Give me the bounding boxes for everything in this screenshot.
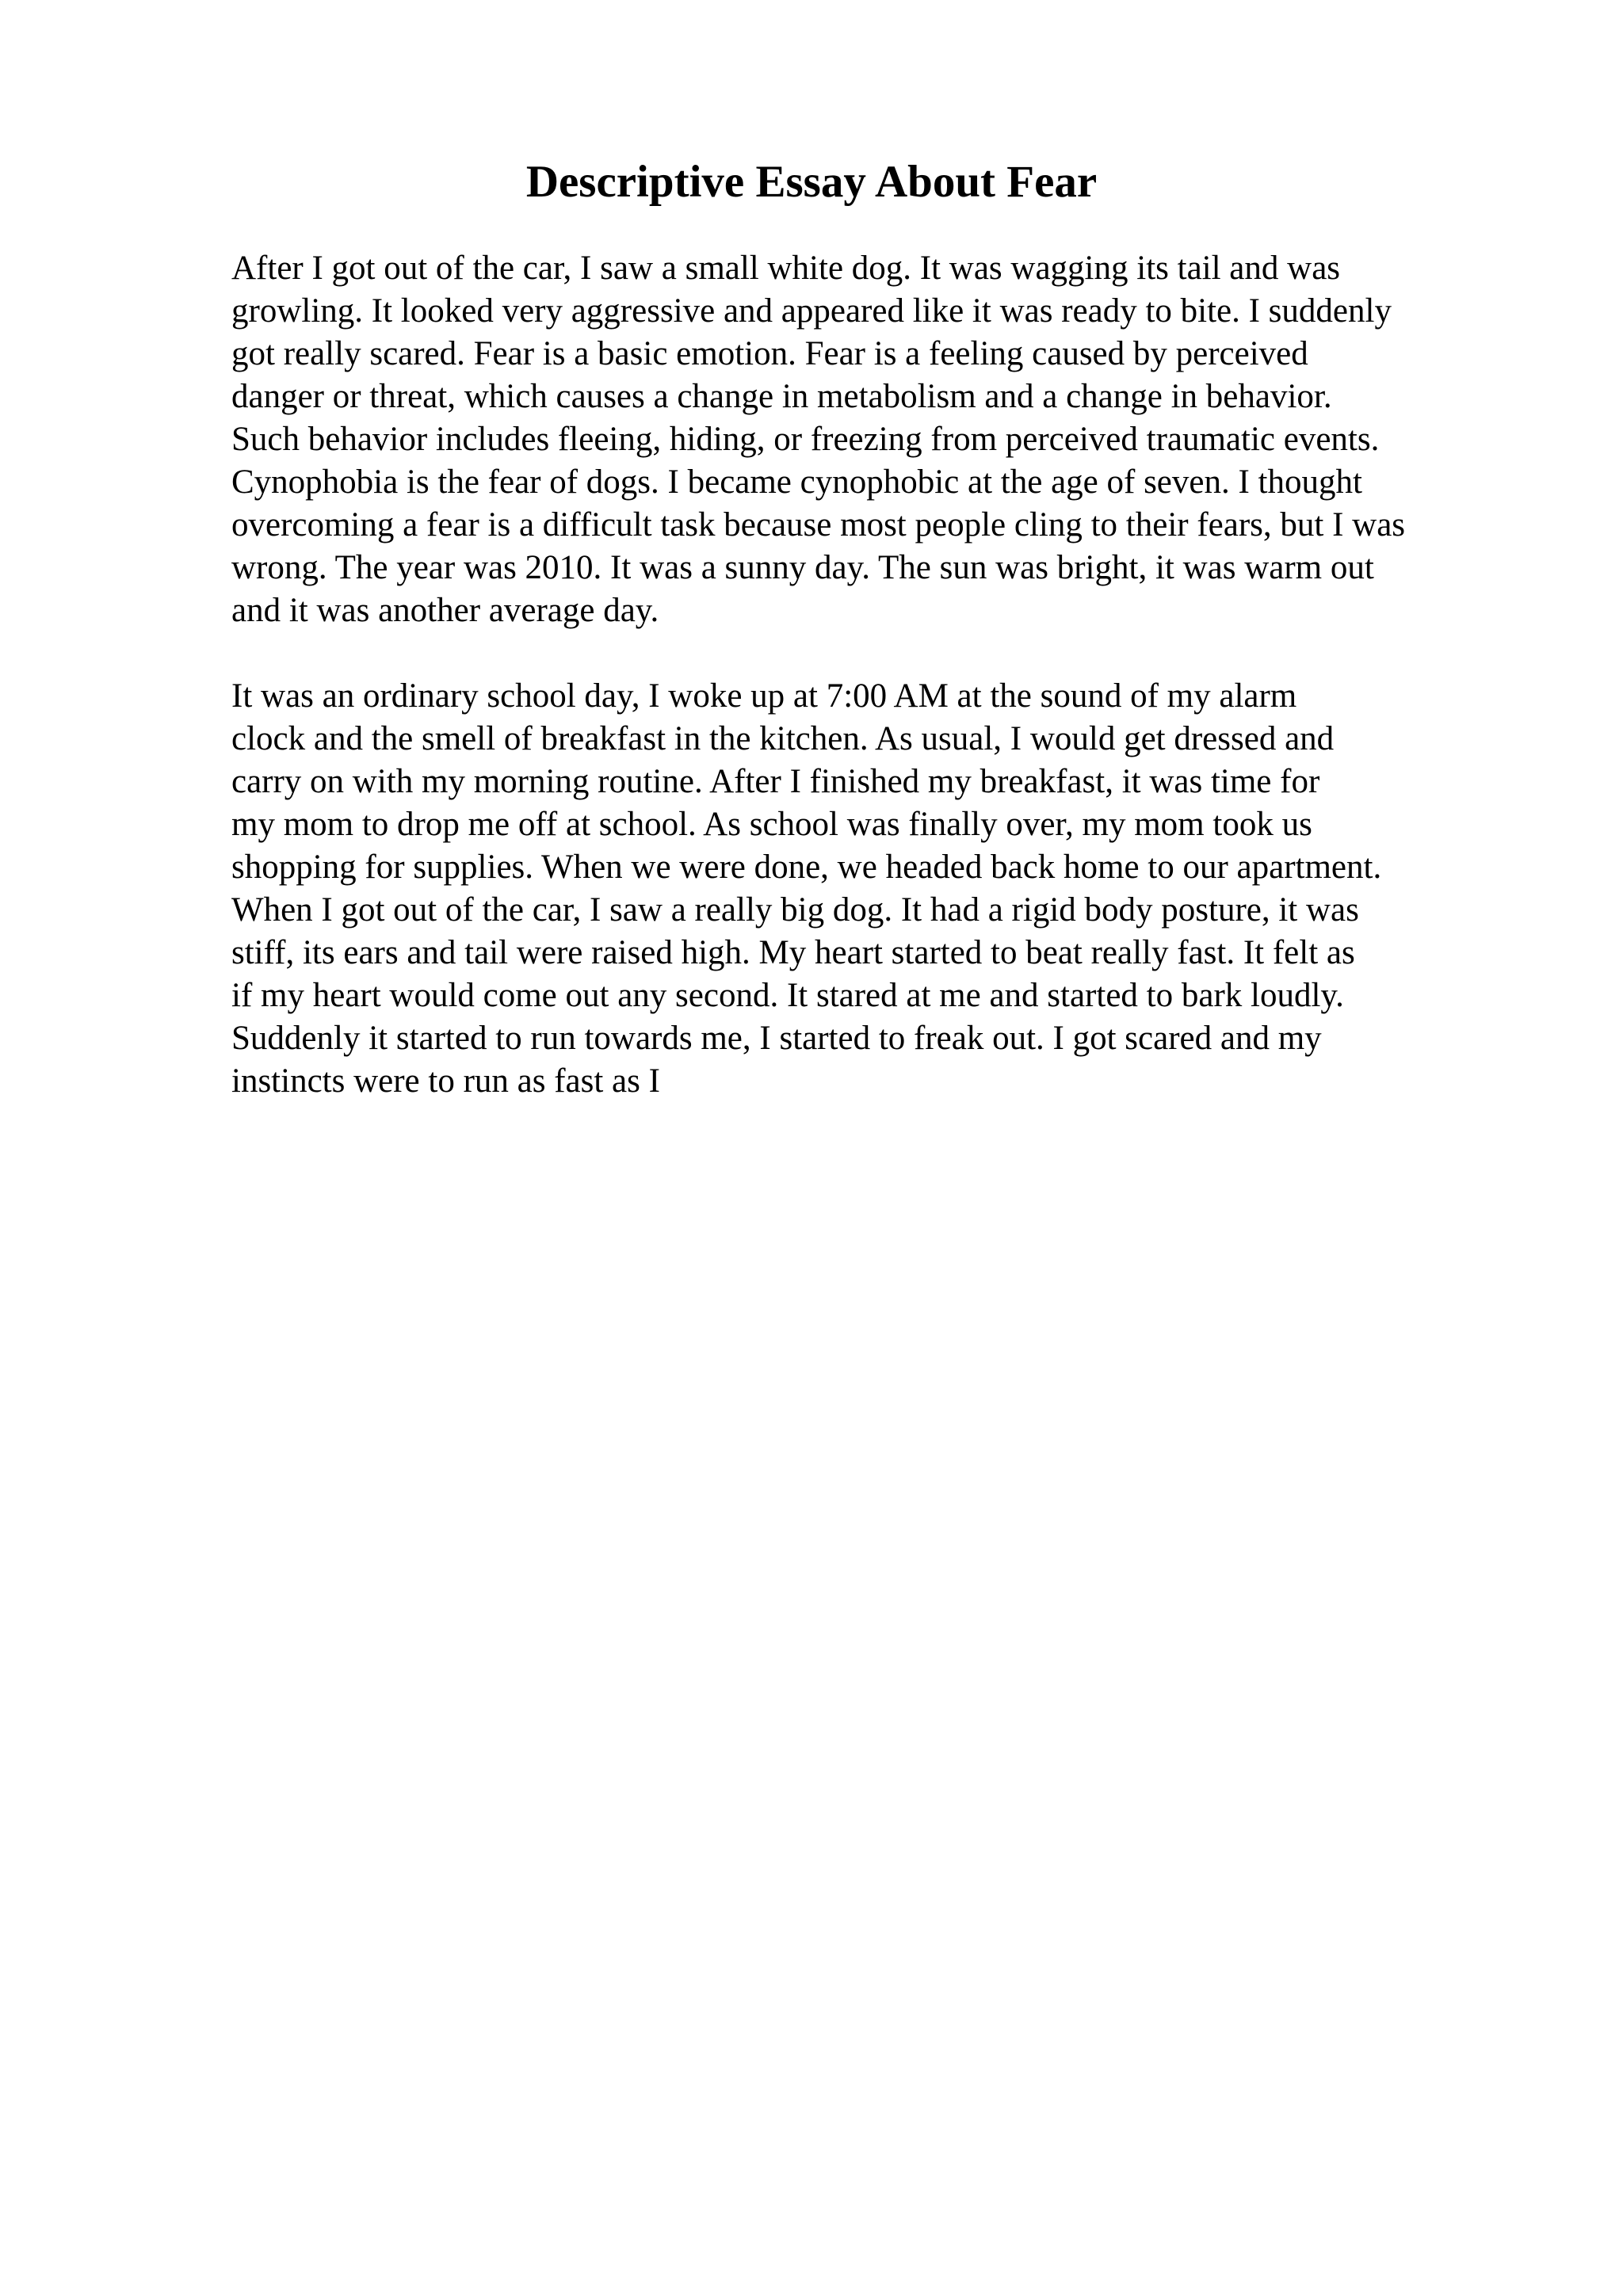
paragraph-line: shopping for supplies. When we were done, we headed back home to our apartment. (231, 849, 1382, 886)
paragraph-line: carry on with my morning routine. After I finished my breakfast, it was time for (231, 763, 1320, 800)
paragraph-line: wrong. The year was 2010. It was a sunny day. The sun was bright, it was warm out (231, 549, 1374, 586)
paragraph-line: stiff, its ears and tail were raised high. My heart started to beat really fast. It felt as (231, 934, 1355, 971)
paragraph-line: Cynophobia is the fear of dogs. I became cynophobic at the age of seven. I thought (231, 463, 1362, 501)
paragraph-line: growling. It looked very aggressive and appeared like it was ready to bite. I suddenly (231, 292, 1392, 330)
paragraph-line: It was an ordinary school day, I woke up at 7:00 AM at the sound of my alarm (231, 677, 1297, 715)
paragraph-line: When I got out of the car, I saw a really big dog. It had a rigid body posture, it was (231, 891, 1359, 929)
paragraph-line: my mom to drop me off at school. As school was finally over, my mom took us (231, 806, 1312, 843)
paragraph-line: clock and the smell of breakfast in the kitchen. As usual, I would get dressed and (231, 720, 1335, 757)
paragraph-line: Suddenly it started to run towards me, I started to freak out. I got scared and my (231, 1020, 1322, 1057)
paragraph-line: overcoming a fear is a difficult task because most people cling to their fears, but I was (231, 506, 1406, 543)
paragraph-line: got really scared. Fear is a basic emotion. Fear is a feeling caused by perceived (231, 335, 1308, 372)
paragraph-line: if my heart would come out any second. It stared at me and started to bark loudly. (231, 977, 1344, 1014)
paragraph-line: After I got out of the car, I saw a small white dog. It was wagging its tail and was (231, 250, 1341, 287)
page-title: Descriptive Essay About Fear (525, 157, 1098, 207)
paragraph-line: danger or threat, which causes a change in metabolism and a change in behavior. (231, 378, 1332, 415)
paragraph-line: Such behavior includes fleeing, hiding, or freezing from perceived traumatic events. (231, 421, 1380, 458)
paragraph-line: instincts were to run as fast as I (231, 1062, 660, 1100)
paragraph-line: and it was another average day. (231, 592, 659, 629)
